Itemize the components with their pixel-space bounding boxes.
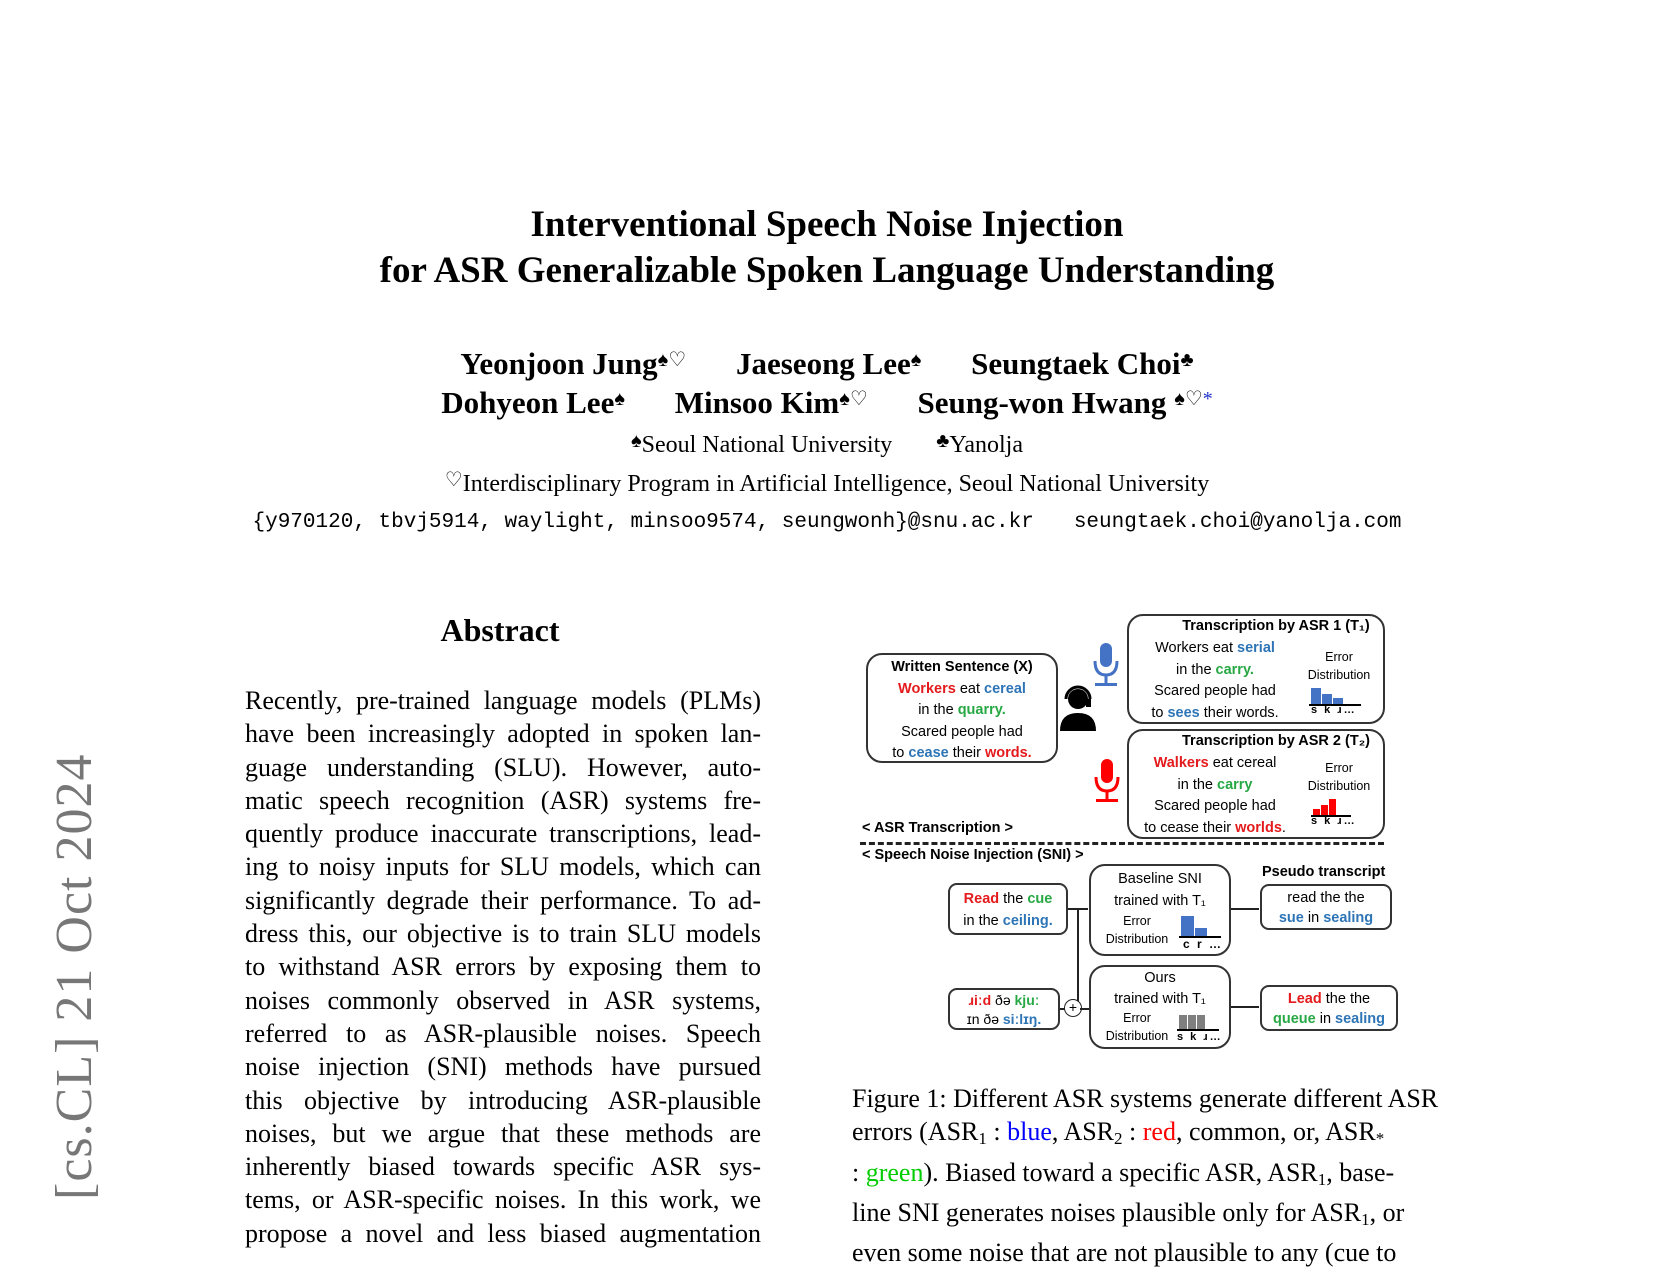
text: the: [999, 891, 1028, 907]
affiliation-marks: ♠: [910, 349, 922, 371]
abstract-line: noise injection (SNI) methods have pursued: [245, 1052, 761, 1082]
word-walkers: Walkers: [1153, 755, 1209, 771]
email-snu: {y970120, tbvj5914, waylight, minsoo9574, seungwonh}@snu.ac.kr: [252, 511, 1034, 534]
connector: [1080, 1008, 1089, 1010]
text: Scared people had: [901, 723, 1023, 740]
ours-ticks: s k ɹ…: [1177, 1031, 1223, 1043]
text: , or: [1369, 1197, 1405, 1227]
abstract-line: to withstand ASR errors by exposing them to: [245, 952, 761, 982]
abstract-line: quently produce inaccurate transcriptions, lead-: [245, 819, 761, 849]
connector: [1077, 908, 1079, 1002]
word-serial: serial: [1237, 640, 1275, 656]
pseudo-output-ours: [1260, 985, 1398, 1031]
text: to cease their: [1144, 819, 1236, 836]
label: Error: [1325, 761, 1353, 775]
text: their words.: [1199, 704, 1279, 721]
text: read the the: [1287, 890, 1365, 906]
affiliation-marks: ♣: [1180, 349, 1194, 371]
word-read: Read: [963, 891, 1000, 907]
word-worlds: worlds: [1235, 819, 1282, 836]
word-carry: carry.: [1215, 661, 1254, 678]
author-name: Seungtaek Choi: [971, 346, 1181, 381]
text: , ASR: [1051, 1117, 1115, 1147]
text: :: [852, 1157, 866, 1187]
text: in: [1315, 1011, 1336, 1027]
label: Error: [1123, 1011, 1151, 1025]
asr1-ticks: s k ɹ…: [1311, 704, 1357, 716]
abstract-line: Recently, pre-trained language models (PLMs): [245, 686, 761, 715]
caption-line: even some noise that are not plausible to any (cue to: [852, 1238, 1397, 1268]
abstract-line: significantly degrade their performance. To ad-: [245, 885, 761, 915]
abstract-line: inherently biased towards specific ASR sys-: [245, 1152, 761, 1182]
arrow-to-output-1: [1231, 908, 1259, 910]
caption-line: [852, 1156, 1462, 1196]
color-word-green: green: [865, 1157, 924, 1187]
email-yanolja: seungtaek.choi@yanolja.com: [1073, 511, 1402, 534]
word-sees: sees: [1167, 704, 1200, 721]
word-sealing: sealing: [1335, 1011, 1385, 1027]
asr1-title: Transcription by ASR 1 (T₁): [1182, 618, 1370, 634]
caption-line: [852, 1196, 1462, 1236]
baseline-error-distribution: [1097, 912, 1177, 948]
microphone-asr2-icon: [1093, 757, 1121, 803]
abstract-line: noises, but we argue that these methods are: [245, 1118, 761, 1148]
subscript: 1: [1361, 1209, 1370, 1229]
word-cease: cease: [908, 745, 949, 761]
text: , base-: [1326, 1157, 1395, 1187]
word-carry: carry: [1217, 776, 1253, 793]
written-sentence-box: [866, 653, 1058, 763]
section-divider: [860, 842, 1384, 845]
phoneme-read: ɹiːd: [968, 992, 992, 1008]
abstract-line: propose a novel and less biased augmentation: [245, 1218, 761, 1248]
asr2-ticks: s k ɹ…: [1311, 815, 1357, 827]
paper-title-line1: Interventional Speech Noise Injection: [530, 204, 1124, 245]
phoneme-cue: kjuː: [1014, 992, 1040, 1008]
subscript: 2: [1114, 1129, 1123, 1149]
subscript: 1: [978, 1129, 987, 1149]
affiliation-name: Yanolja: [949, 432, 1023, 458]
affiliation-name: Seoul National University: [641, 432, 893, 458]
affiliation-marks: ♠♡: [657, 349, 687, 371]
label: Error: [1123, 914, 1151, 928]
speaker-headset-icon: [1058, 685, 1098, 731]
abstract-line: referred to as ASR-plausible noises. Speech: [245, 1018, 761, 1048]
text: :: [986, 1117, 1008, 1147]
author-name: Dohyeon Lee: [441, 385, 615, 420]
text: to: [1151, 704, 1168, 721]
text: Scared people had: [1154, 683, 1276, 699]
word-workers: Workers: [898, 680, 956, 697]
text: line SNI generates noises plausible only for ASR: [852, 1197, 1362, 1227]
label: Distribution: [1105, 932, 1169, 946]
word-cereal: cereal: [984, 680, 1026, 697]
text: in the: [918, 702, 958, 718]
text: in the: [963, 913, 1003, 929]
asr-transcription-label: < ASR Transcription >: [862, 820, 1013, 836]
text: Scared people had: [1154, 798, 1276, 814]
label: Distribution: [1105, 1029, 1169, 1043]
subscript: 1: [1317, 1169, 1327, 1189]
baseline-sni-box: [1089, 864, 1231, 956]
word-quarry: quarry.: [957, 702, 1006, 718]
input-text-box: [948, 883, 1068, 935]
abstract-heading: Abstract: [440, 612, 560, 648]
text: ðə: [991, 992, 1015, 1008]
word-lead: Lead: [1287, 991, 1322, 1007]
phoneme-ceiling: siːlɪŋ.: [1002, 1011, 1042, 1027]
ours-error-distribution: [1097, 1009, 1177, 1045]
asr2-title: Transcription by ASR 2 (T₂): [1182, 733, 1370, 749]
abstract-line: this objective by introducing ASR-plausible: [245, 1085, 761, 1115]
text: :: [1122, 1117, 1143, 1147]
color-word-red: red: [1142, 1117, 1176, 1147]
label: Distribution: [1307, 779, 1371, 793]
text: Workers eat: [1155, 640, 1238, 656]
label: trained with T₁: [1114, 893, 1206, 909]
abstract-line: ing to noisy inputs for SLU models, which can: [245, 852, 761, 882]
text: .: [1281, 819, 1286, 836]
label: Distribution: [1307, 668, 1371, 682]
affiliation-marks: ♠♡: [1174, 388, 1203, 410]
caption-line: Figure 1: Different ASR systems generate different ASR: [852, 1084, 1439, 1113]
label: Ours: [1144, 970, 1176, 986]
text: ɪn ðə: [966, 1011, 1003, 1027]
abstract-line: have been increasingly adopted in spoken lan-: [245, 719, 761, 749]
abstract-line: matic speech recognition (ASR) systems fre-: [245, 785, 761, 815]
plus-join-icon: +: [1064, 999, 1082, 1017]
text: their: [948, 745, 985, 761]
written-title: Written Sentence (X): [891, 659, 1033, 675]
label: trained with T₁: [1114, 991, 1206, 1007]
heart-mark: ♡: [444, 469, 463, 491]
author-name: Minsoo Kim: [674, 385, 840, 420]
paper-title-line2: for ASR Generalizable Spoken Language Understanding: [379, 250, 1275, 291]
baseline-ticks: c r …: [1183, 937, 1224, 951]
author-name: Jaeseong Lee: [735, 346, 911, 381]
text: to: [892, 745, 909, 761]
arxiv-stamp: [cs.CL] 21 Oct 2024: [46, 753, 103, 1200]
abstract-line: noises commonly observed in ASR systems,: [245, 985, 761, 1015]
baseline-error-bars: [1179, 916, 1221, 938]
abstract-line: guage understanding (SLU). However, auto-: [245, 752, 761, 782]
text: ). Biased toward a specific ASR, ASR: [923, 1157, 1318, 1187]
author-name: Yeonjoon Jung: [460, 346, 658, 381]
color-word-blue: blue: [1007, 1117, 1052, 1147]
sni-label: < Speech Noise Injection (SNI) >: [862, 847, 1084, 863]
abstract-line: tems, or ASR-specific noises. In this work, we: [245, 1185, 761, 1215]
text: , common, or, ASR: [1175, 1117, 1376, 1147]
asr2-transcription-box: [1127, 729, 1385, 839]
caption-line: [852, 1115, 1462, 1155]
subscript: *: [1375, 1129, 1385, 1149]
corresponding-author-link[interactable]: *: [1202, 388, 1213, 410]
label: Baseline SNI: [1118, 871, 1202, 887]
club-mark: ♣: [936, 430, 950, 452]
asr2-error-distribution: [1297, 759, 1381, 795]
text: in the: [1176, 661, 1216, 678]
word-words: words.: [984, 745, 1032, 761]
affiliation-marks: ♠: [614, 388, 625, 410]
asr1-transcription-box: [1127, 614, 1385, 724]
ours-error-bars: [1177, 1015, 1219, 1031]
affiliation-name: Interdisciplinary Program in Artificial Intelligence, Seoul National University: [462, 471, 1210, 497]
word-sue: sue: [1278, 910, 1304, 926]
author-name: Seung-won Hwang: [917, 385, 1167, 420]
text: in: [1303, 910, 1324, 926]
word-sealing: sealing: [1323, 910, 1374, 926]
affiliation-marks: ♠♡: [839, 388, 868, 410]
microphone-asr1-icon: [1092, 641, 1120, 687]
text: eat cereal: [1208, 755, 1277, 771]
text: in the: [1177, 776, 1217, 793]
label: Error: [1325, 650, 1353, 664]
asr1-error-distribution: [1297, 648, 1381, 684]
ours-sni-box: [1089, 965, 1231, 1049]
text: the the: [1321, 991, 1371, 1007]
word-queue: queue: [1272, 1011, 1316, 1027]
pseudo-transcript-label: Pseudo transcript: [1262, 864, 1386, 880]
arrow-to-output-2: [1231, 1006, 1259, 1008]
word-cue: cue: [1027, 891, 1053, 907]
text: eat: [955, 680, 985, 697]
input-phoneme-box: [948, 988, 1060, 1030]
abstract-line: dress this, our objective is to train SLU models: [245, 919, 761, 949]
word-ceiling: ceiling.: [1002, 913, 1053, 929]
text: errors (ASR: [852, 1117, 979, 1147]
pseudo-output-baseline: [1260, 884, 1392, 930]
spade-mark: ♠: [631, 430, 642, 452]
